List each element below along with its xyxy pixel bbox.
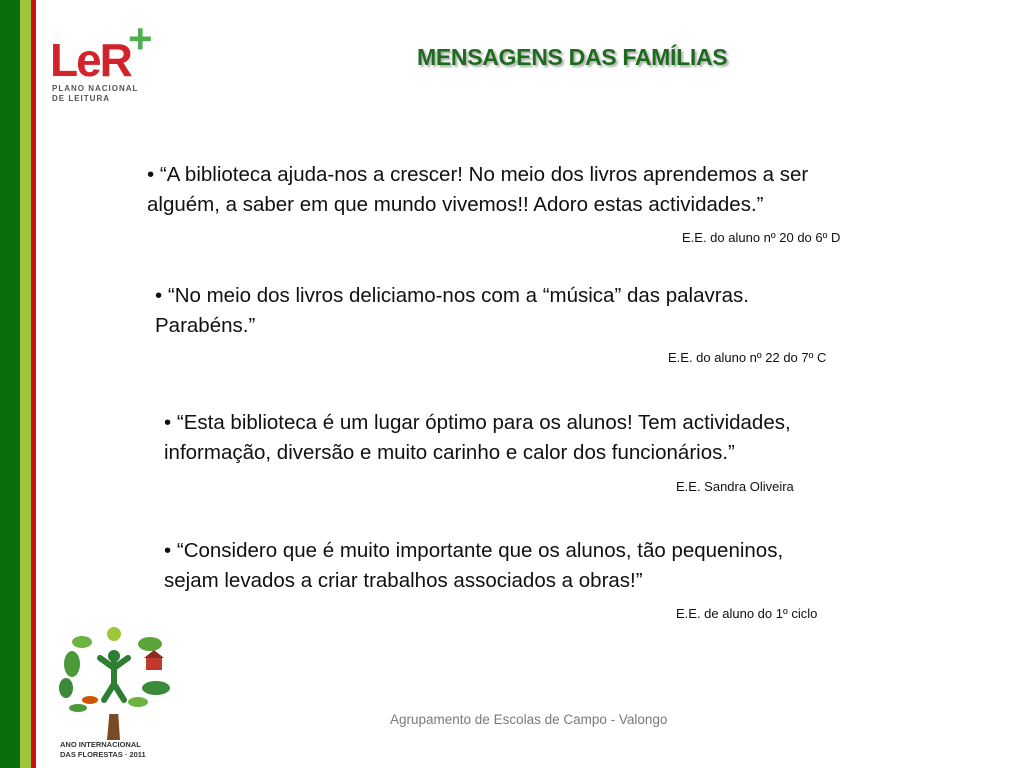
tree-icon — [52, 622, 172, 740]
message-3: • “Esta biblioteca é um lugar óptimo para os alunos! Tem actividades, informação, diversão e muito carinho e calor dos funcionários.” — [164, 411, 791, 464]
forest-year-emblem — [52, 622, 172, 762]
message-3-signature: E.E. Sandra Oliveira — [676, 479, 794, 494]
logo-subtitle: PLANO NACIONAL DE LEITURA — [52, 84, 139, 103]
message-4-signature: E.E. de aluno do 1º ciclo — [676, 606, 818, 621]
left-green-stripe — [0, 0, 20, 768]
logo-word: LeR — [50, 34, 131, 86]
message-2-signature: E.E. do aluno nº 22 do 7º C — [668, 350, 827, 365]
message-1-signature: E.E. do aluno nº 20 do 6º D — [682, 230, 841, 245]
ler-logo — [50, 15, 165, 108]
message-4: • “Considero que é muito importante que os alunos, tão pequeninos, sejam levados a criar trabalhos associados a obras!” — [164, 539, 784, 592]
message-2: • “No meio dos livros deliciamo-nos com a “música” das palavras. Parabéns.” — [155, 284, 749, 337]
emblem-caption: ANO INTERNACIONAL DAS FLORESTAS · 2011 — [60, 740, 146, 759]
left-lime-stripe — [20, 0, 31, 768]
footer-text: Agrupamento de Escolas de Campo - Valongo — [390, 712, 668, 727]
logo-plus-icon: + — [128, 15, 153, 62]
slide-title: MENSAGENS DAS FAMÍLIAS — [417, 44, 728, 70]
message-1: • “A biblioteca ajuda-nos a crescer! No meio dos livros aprendemos a ser alguém, a saber em que mundo vivemos!! Adoro estas actividades.” — [147, 163, 809, 216]
left-red-stripe — [31, 0, 36, 768]
